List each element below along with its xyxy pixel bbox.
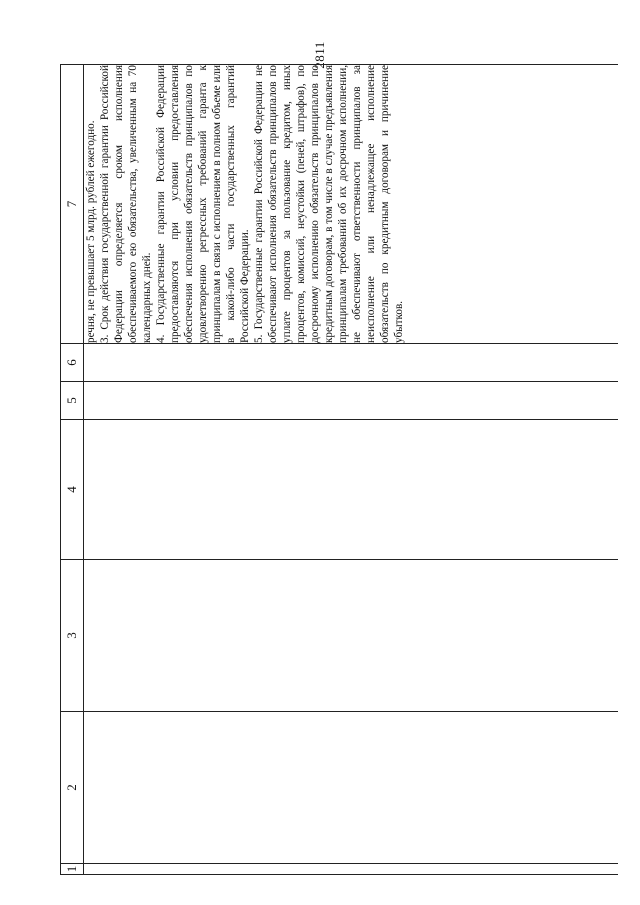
cell-col-2 <box>84 712 619 864</box>
cell-col-5 <box>84 382 619 420</box>
cell-col-1 <box>84 864 619 875</box>
cell-col-6 <box>84 344 619 382</box>
cell-col-3 <box>84 560 619 712</box>
paragraph-continuation: речня, не превышает 5 млрд. рублей ежегодно. <box>85 120 97 343</box>
column-header-6: 6 <box>61 344 84 382</box>
document-table <box>60 64 618 875</box>
column-header-2: 2 <box>61 712 84 864</box>
paragraph-clause-3: 3. Срок действия государственной гарантии Российской Федерации определяется сроком исполнения обеспечиваемого ею обязательства, увеличенным на 70 календарных дней. <box>99 65 153 343</box>
table-header-row <box>61 65 84 875</box>
column-header-3: 3 <box>61 560 84 712</box>
cell-col-7 <box>84 65 619 344</box>
rotated-page <box>60 65 620 875</box>
paragraph-clause-4: 4. Государственные гарантии Российской Федерации предоставляются при условии предоставления обеспечения исполнения обязательств принципалов по удовлетворению регрессных требований гаранта к принципалам в связи с исполнением в полном объеме или в какой-либо части государственных гарантий Российской Федерации. <box>155 65 251 343</box>
paragraph-clause-5: 5. Государственные гарантии Российской Федерации не обеспечивают исполнения обязательств принципалов по уплате процентов за пользование кредитом, иных процентов, комиссий, неустойки (пеней, штрафов), по досрочному исполнению обязательств принципалов по кредитным договорам, в том числе в случае предъявления принципалам требований об их досрочном исполнении, не обеспечивают ответственности принципалов за неисполнение или ненадлежащее исполнение обязательств по кредитным договорам и причинение убытков. <box>253 65 405 343</box>
column-header-7: 7 <box>61 65 84 344</box>
column-header-1: 1 <box>61 864 84 875</box>
table-row <box>84 65 619 875</box>
page-number: 2811 <box>312 41 327 69</box>
column-header-5: 5 <box>61 382 84 420</box>
cell-col-4 <box>84 420 619 560</box>
column-header-4: 4 <box>61 420 84 560</box>
